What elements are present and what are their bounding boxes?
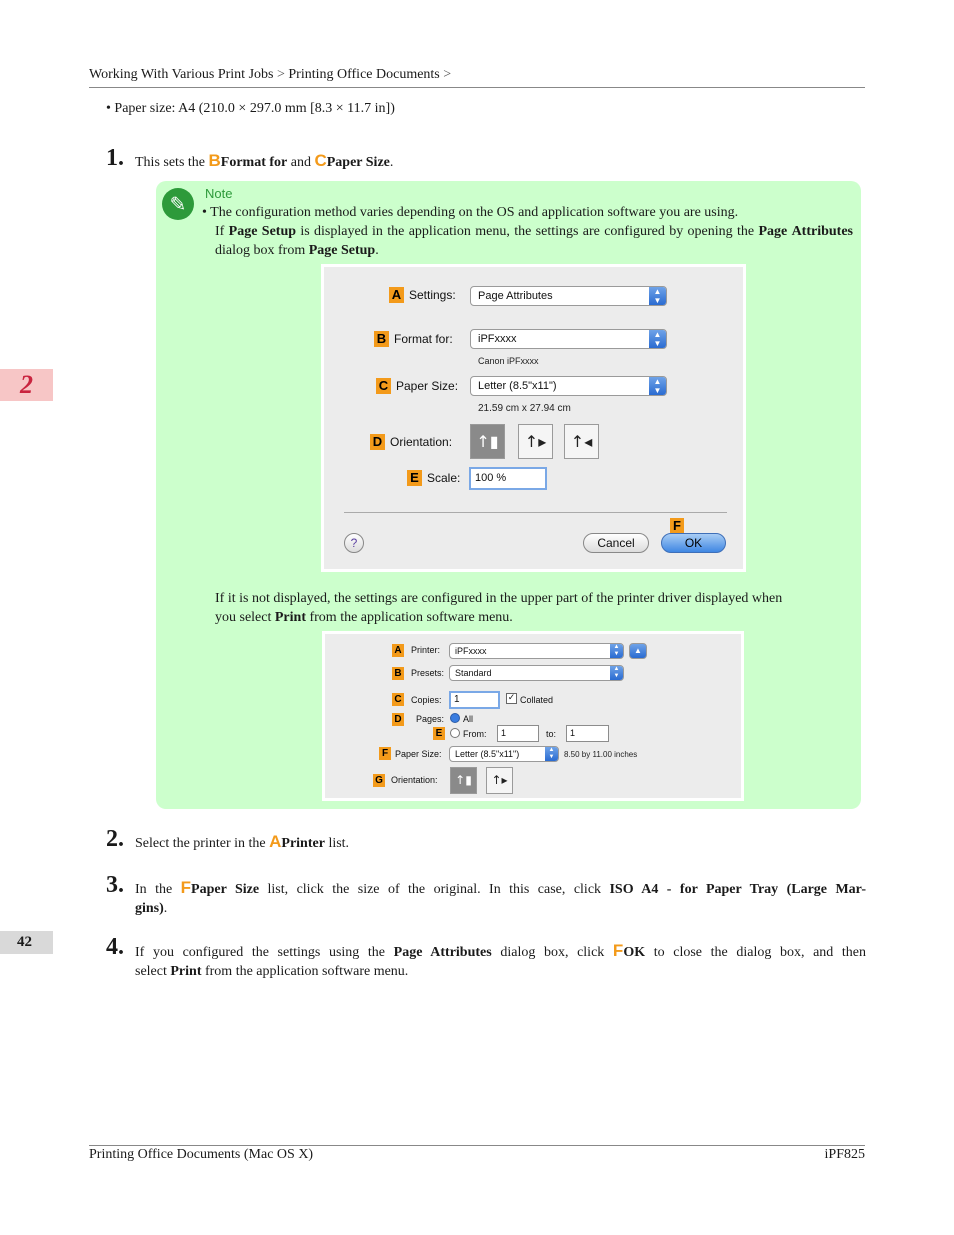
key-f: F bbox=[180, 878, 192, 897]
disclosure-button[interactable] bbox=[629, 643, 647, 659]
step-1-end: . bbox=[389, 155, 394, 170]
step-3-text bbox=[135, 878, 866, 918]
step-3-number: 3. bbox=[106, 872, 124, 898]
step-1-and: and bbox=[290, 155, 311, 170]
step-2-t1: Select the printer in the bbox=[135, 836, 266, 851]
page-header bbox=[89, 67, 865, 88]
to-input[interactable] bbox=[566, 725, 609, 742]
step-4-text bbox=[135, 941, 866, 981]
to-label: to: bbox=[546, 729, 557, 739]
paper-size-popup[interactable] bbox=[449, 746, 559, 762]
presets-label: Presets: bbox=[411, 668, 445, 678]
printer-value: iPFxxxx bbox=[455, 646, 487, 656]
help-button[interactable]: ? bbox=[344, 533, 364, 553]
collated-label: Collated bbox=[520, 695, 554, 705]
letter-b: B bbox=[374, 331, 389, 347]
scale-label: Scale: bbox=[427, 471, 461, 485]
updown-arrow-icon: ▲ ▼ bbox=[649, 377, 666, 395]
orientation-label: Orientation: bbox=[391, 775, 438, 785]
note-p2c: is displayed in the application menu, the settings are configured by opening the bbox=[300, 224, 755, 239]
note-p3b: you select bbox=[215, 610, 272, 625]
pages-label: Pages: bbox=[416, 714, 445, 724]
note-paragraph-2 bbox=[215, 222, 853, 260]
updown-arrow-icon: ▲ ▼ bbox=[610, 666, 623, 680]
copies-label: Copies: bbox=[411, 695, 442, 705]
letter-a: A bbox=[392, 644, 404, 657]
step-4-t2: dialog box, click bbox=[500, 945, 605, 960]
format-for-label: Format for: bbox=[394, 332, 453, 346]
letter-b: B bbox=[392, 667, 404, 680]
page-footer bbox=[89, 1145, 865, 1169]
portrait-icon: ↑▮ bbox=[476, 432, 499, 451]
step-3-line-1 bbox=[135, 878, 866, 899]
key-c: C bbox=[314, 151, 327, 170]
step-1-number: 1. bbox=[106, 145, 124, 171]
note-p3a: If it is not displayed, the settings are configured in the upper part of the printer driver displayed when bbox=[215, 591, 783, 606]
all-radio[interactable] bbox=[450, 713, 460, 723]
page-number: 42 bbox=[0, 931, 53, 954]
step-2-t2: list. bbox=[328, 836, 350, 851]
note-p2f: dialog box from bbox=[215, 243, 306, 258]
breadcrumb-sep: > bbox=[276, 67, 285, 82]
letter-c: C bbox=[376, 378, 391, 394]
step-3-t2: list, click the size of the original. In this case, click bbox=[267, 882, 602, 897]
note-p2h: . bbox=[375, 243, 379, 258]
step-4-print: Print bbox=[170, 964, 202, 979]
divider bbox=[344, 512, 727, 513]
step-3-line-2 bbox=[135, 899, 866, 918]
step-3-gins: gins) bbox=[135, 901, 164, 916]
paper-size-value: Letter (8.5"x11") bbox=[455, 749, 520, 759]
note-label: Note bbox=[205, 186, 233, 201]
step-4-number: 4. bbox=[106, 934, 124, 960]
letter-c: C bbox=[392, 693, 404, 706]
presets-popup[interactable] bbox=[449, 665, 624, 681]
letter-d: D bbox=[370, 434, 385, 450]
orientation-landscape-button[interactable] bbox=[518, 424, 553, 459]
ok-button[interactable]: OK bbox=[661, 533, 726, 553]
orientation-reverse-landscape-button[interactable] bbox=[564, 424, 599, 459]
step-4-ok: OK bbox=[623, 945, 646, 960]
step-4-t4: select bbox=[135, 964, 167, 979]
printer-popup[interactable] bbox=[449, 643, 624, 659]
disclosure-triangle-icon: ▲ bbox=[634, 646, 642, 655]
step-1-text bbox=[135, 151, 393, 172]
updown-arrow-icon: ▲ ▼ bbox=[545, 747, 558, 761]
copies-input[interactable] bbox=[449, 691, 500, 709]
step-4-t3: to close the dialog box, and then bbox=[653, 945, 867, 960]
updown-arrow-icon: ▲ ▼ bbox=[610, 644, 623, 658]
page-attributes-dialog bbox=[321, 264, 746, 572]
note-p3c: Print bbox=[274, 610, 306, 625]
format-for-sub: Canon iPFxxxx bbox=[478, 356, 539, 366]
updown-arrow-icon: ▲ ▼ bbox=[649, 330, 666, 348]
note-paragraph-3 bbox=[215, 589, 855, 627]
letter-e: E bbox=[433, 727, 445, 740]
to-value: 1 bbox=[570, 728, 576, 738]
updown-arrow-icon: ▲ ▼ bbox=[649, 287, 666, 305]
step-4-page-attributes: Page Attributes bbox=[393, 945, 492, 960]
landscape-right-icon: ↑◂ bbox=[570, 432, 593, 451]
orientation-label: Orientation: bbox=[390, 435, 453, 449]
step-3-iso-a4: ISO A4 - for Paper Tray (Large Mar- bbox=[609, 882, 867, 897]
note-p3-line2 bbox=[215, 608, 855, 627]
letter-d: D bbox=[392, 713, 404, 726]
portrait-icon: ↑▮ bbox=[455, 773, 472, 787]
format-for-popup[interactable] bbox=[470, 329, 667, 349]
step-1-paper-size: Paper Size bbox=[326, 155, 390, 170]
step-2-text bbox=[135, 832, 349, 853]
paper-size-value: Letter (8.5"x11") bbox=[478, 380, 557, 392]
collated-checkbox[interactable] bbox=[506, 693, 517, 704]
paper-size-label: Paper Size: bbox=[396, 379, 459, 393]
note-paragraph-1: • The configuration method varies depending on the OS and application software you are using. bbox=[202, 205, 739, 220]
scale-value: 100 % bbox=[475, 472, 507, 484]
presets-value: Standard bbox=[455, 668, 492, 678]
paper-size-label: Paper Size: bbox=[395, 749, 442, 759]
note-p2g: Page Setup bbox=[308, 243, 376, 258]
format-for-value: iPFxxxx bbox=[478, 333, 517, 345]
landscape-left-icon: ↑▸ bbox=[524, 432, 547, 451]
from-value: 1 bbox=[501, 728, 507, 738]
all-label: All bbox=[463, 714, 474, 724]
footer-right: iPF825 bbox=[824, 1147, 865, 1162]
letter-e: E bbox=[407, 470, 422, 486]
step-4-line-2 bbox=[135, 962, 866, 981]
from-input[interactable] bbox=[497, 725, 539, 742]
paper-size-popup[interactable] bbox=[470, 376, 667, 396]
cancel-button[interactable]: Cancel bbox=[583, 533, 649, 553]
paper-size-bullet: • Paper size: A4 (210.0 × 297.0 mm [8.3 × 11.7 in]) bbox=[106, 101, 395, 116]
breadcrumb-1: Working With Various Print Jobs bbox=[89, 67, 274, 82]
from-label: From: bbox=[463, 729, 487, 739]
note-p2d: Page bbox=[758, 224, 788, 239]
landscape-icon: ↑▸ bbox=[491, 773, 508, 787]
step-1-format-for: Format for bbox=[220, 155, 288, 170]
letter-a: A bbox=[389, 287, 404, 303]
key-a: A bbox=[269, 832, 282, 851]
copies-value: 1 bbox=[454, 694, 460, 705]
step-3-paper-size: Paper Size bbox=[191, 882, 260, 897]
chapter-tab: 2 bbox=[0, 369, 53, 401]
step-2-printer: Printer bbox=[281, 836, 325, 851]
breadcrumb-sep-2: > bbox=[443, 67, 452, 82]
letter-g: G bbox=[373, 774, 385, 787]
printer-label: Printer: bbox=[411, 645, 441, 655]
print-dialog bbox=[322, 631, 744, 801]
orientation-portrait-button[interactable] bbox=[450, 767, 477, 794]
orientation-portrait-button[interactable] bbox=[470, 424, 505, 459]
letter-f: F bbox=[379, 747, 391, 760]
footer-left: Printing Office Documents (Mac OS X) bbox=[89, 1147, 314, 1162]
pencil-icon: ✎ bbox=[162, 188, 194, 220]
note-p2a: If bbox=[215, 224, 225, 239]
key-b: B bbox=[208, 151, 221, 170]
step-2-number: 2. bbox=[106, 826, 124, 852]
step-1-t1: This sets the bbox=[135, 155, 205, 170]
settings-popup[interactable] bbox=[470, 286, 667, 306]
letter-f: F bbox=[670, 518, 684, 533]
note-p2e: Attributes bbox=[791, 224, 853, 239]
note-p2b: Page Setup bbox=[228, 224, 297, 239]
settings-label: Settings: bbox=[409, 288, 456, 302]
step-3-t3: . bbox=[163, 901, 168, 916]
orientation-landscape-button[interactable] bbox=[486, 767, 513, 794]
paper-size-sub: 21.59 cm x 27.94 cm bbox=[478, 403, 571, 414]
step-4-t1: If you configured the settings using the bbox=[135, 945, 386, 960]
step-3-t1: In the bbox=[135, 882, 173, 897]
paper-size-sub: 8.50 by 11.00 inches bbox=[564, 750, 638, 759]
key-f: F bbox=[612, 941, 624, 960]
checkmark-icon: ✓ bbox=[507, 693, 516, 703]
step-4-t5: from the application software menu. bbox=[204, 964, 409, 979]
from-radio[interactable] bbox=[450, 728, 460, 738]
settings-value: Page Attributes bbox=[478, 290, 553, 302]
breadcrumb-2: Printing Office Documents bbox=[288, 67, 440, 82]
step-4-line-1 bbox=[135, 941, 866, 962]
note-p3d: from the application software menu. bbox=[309, 610, 513, 625]
scale-input[interactable] bbox=[469, 467, 547, 490]
